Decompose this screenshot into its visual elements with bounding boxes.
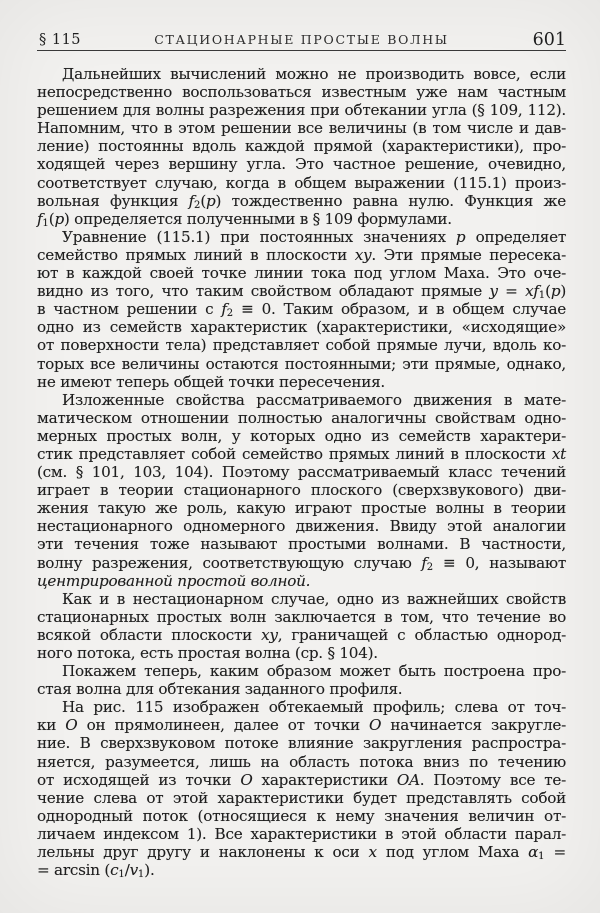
text-segment: чение слева от этой характеристики будет представлять собой <box>37 788 566 807</box>
text-line <box>37 789 566 807</box>
text-segment: торых все величины остаются постоянными; эти прямые, однако, <box>37 354 566 373</box>
text-segment: мерных простых волн, у которых одно из семейств характери- <box>37 426 566 445</box>
text-segment: x <box>368 843 377 862</box>
text-segment: ). <box>144 861 155 880</box>
text-segment: стик представляет собой семейство прямых линий в плоскости <box>37 444 552 463</box>
text-segment: от исходящей из точки <box>37 770 241 789</box>
text-line <box>37 355 566 373</box>
text-line <box>37 336 566 354</box>
text-segment: начинается закругле- <box>381 716 566 735</box>
text-line <box>37 174 566 192</box>
text-line <box>37 300 566 318</box>
text-segment: в частном решении с <box>37 300 222 319</box>
text-segment: y <box>489 282 498 301</box>
text-segment: , граничащей с областью однород- <box>277 625 566 644</box>
text-segment: личаем индексом 1). Все характеристики в этой области парал- <box>37 824 566 843</box>
text-line <box>37 716 566 734</box>
text-segment: ( <box>545 282 551 301</box>
text-segment: ( <box>200 191 207 210</box>
text-segment: стая волна для обтекания заданного профиля. <box>37 680 403 699</box>
text-segment: (см. § 101, 103, 104). Поэтому рассматриваемый класс течений <box>37 463 566 482</box>
text-segment: . Поэтому все те- <box>419 770 566 789</box>
text-segment: не имеют теперь общей точки пересечения. <box>37 372 386 391</box>
text-segment: решением для волны разрежения при обтекании угла (§ 109, 112). <box>37 101 566 120</box>
paragraph <box>37 65 566 228</box>
text-segment: O <box>65 716 78 735</box>
text-segment: xy <box>261 625 278 644</box>
text-line <box>37 391 566 409</box>
text-segment: под углом Маха <box>376 843 529 862</box>
text-segment: ≡ 0. Таким образом, и в общем случае <box>233 300 566 319</box>
text-segment: матическом отношении полностью аналогичны свойствам одно- <box>37 408 566 427</box>
text-segment: непосредственно воспользоваться известным уже нам частным <box>37 83 566 102</box>
text-line <box>37 825 566 843</box>
text-line <box>37 698 566 716</box>
text-line <box>37 445 566 463</box>
text-segment: Напомним, что в этом решении все величины (в том числе и дав- <box>37 119 566 138</box>
paragraph <box>37 662 566 698</box>
text-segment: 1 <box>538 290 546 302</box>
text-segment: OA <box>396 770 420 789</box>
text-segment: ) <box>560 282 566 301</box>
text-segment: вольная функция <box>37 191 189 210</box>
text-segment: f <box>37 209 43 228</box>
text-segment: 1 <box>42 217 49 229</box>
text-line <box>37 807 566 825</box>
page-number: 601 <box>532 30 566 50</box>
text-segment: p <box>54 209 64 228</box>
text-segment: нестационарного одномерного движения. Ввиду этой аналогии <box>37 517 566 536</box>
text-line <box>37 554 566 572</box>
text-segment: O <box>240 770 253 789</box>
text-segment: 1 <box>118 869 125 881</box>
text-segment: Уравнение (115.1) при постоянных значениях <box>62 227 456 246</box>
text-segment: ки <box>37 716 66 735</box>
text-segment: ходящей через вершину угла. Это частное решение, очевидно, <box>37 155 566 174</box>
text-line <box>37 246 566 264</box>
text-segment: жения такую же роль, какую играют простые волны в теории <box>37 499 566 518</box>
text-line <box>37 373 566 391</box>
text-segment: 2 <box>426 561 434 573</box>
text-line <box>37 753 566 771</box>
page-body <box>37 65 566 879</box>
text-segment: ние. В сверхзвуковом потоке влияние закругления распростра- <box>37 734 566 753</box>
text-line <box>37 644 566 662</box>
text-line <box>37 590 566 608</box>
text-segment: v <box>129 861 138 880</box>
text-segment: ного потока, есть простая волна (ср. § 104). <box>37 644 378 662</box>
text-line <box>37 282 566 300</box>
text-segment: = arcsin ( <box>37 861 111 880</box>
text-segment: одно из семейств характеристик (характеристики, «исходящие» <box>37 318 566 337</box>
text-line <box>37 318 566 336</box>
text-segment: f <box>188 191 194 210</box>
text-segment: волну разрежения, соответствующую случаю <box>37 553 422 572</box>
text-segment: = <box>544 843 566 862</box>
text-line <box>37 427 566 445</box>
text-segment: всякой области плоскости <box>37 625 262 644</box>
text-line <box>37 155 566 173</box>
running-title: СТАЦИОНАРНЫЕ ПРОСТЫЕ ВОЛНЫ <box>154 32 449 47</box>
text-line <box>37 228 566 246</box>
text-segment: ют в каждой своей точке линии тока под углом Маха. Это оче- <box>37 264 566 283</box>
text-segment: f <box>221 300 227 319</box>
text-segment: ( <box>48 209 55 228</box>
text-segment: ≡ 0, называют <box>433 553 566 572</box>
text-segment: 1 <box>137 869 145 881</box>
text-line <box>37 192 566 210</box>
text-segment: стационарных простых волн заключается в том, что течение во <box>37 607 566 626</box>
text-segment: p <box>455 227 466 246</box>
paragraph <box>37 590 566 662</box>
text-segment: характеристики <box>252 770 397 789</box>
text-segment: ) определяется полученными в § 109 формулами. <box>63 209 452 228</box>
text-line <box>37 409 566 427</box>
paragraph <box>37 698 566 879</box>
text-line <box>37 626 566 644</box>
text-segment: = <box>497 282 526 301</box>
text-line <box>37 517 566 535</box>
text-segment: xy <box>354 245 372 264</box>
text-line <box>37 680 566 698</box>
text-segment: лельны друг другу и наклонены к оси <box>37 843 369 862</box>
text-line <box>37 771 566 789</box>
text-segment: α <box>528 843 539 862</box>
text-line <box>37 264 566 282</box>
text-line <box>37 101 566 119</box>
text-segment: ) тождественно равна нулю. Функция же <box>215 191 566 210</box>
text-segment: играет в теории стационарного плоского (сверхзвукового) дви- <box>37 481 566 500</box>
text-segment: Покажем теперь, каким образом может быть построена про- <box>62 662 566 681</box>
text-segment: ление) постоянны вдоль каждой прямой (характеристики), про- <box>37 137 566 156</box>
paragraph <box>37 228 566 391</box>
text-segment: центрированной простой волной. <box>37 571 311 590</box>
header-rule <box>37 50 566 51</box>
text-segment: семейство прямых линий в плоскости <box>37 245 355 264</box>
text-segment: он прямолинеен, далее от точки <box>77 716 370 735</box>
text-line <box>37 83 566 101</box>
text-segment: xf <box>525 282 539 301</box>
paragraph <box>37 391 566 590</box>
text-segment: Дальнейших вычислений можно не производить вовсе, если <box>62 65 566 83</box>
text-line <box>37 843 566 861</box>
text-segment: . Эти прямые пересека- <box>371 245 566 264</box>
text-segment: однородный поток (относящиеся к нему значения величин от- <box>37 806 566 825</box>
text-segment: Как и в нестационарном случае, одно из важнейших свойств <box>62 589 566 608</box>
text-segment: f <box>421 553 427 572</box>
text-segment: соответствует случаю, когда в общем выражении (115.1) произ- <box>37 173 566 192</box>
text-segment: видно из того, что таким свойством обладают прямые <box>37 282 490 301</box>
text-line <box>37 463 566 481</box>
text-segment: определяет <box>465 227 566 246</box>
text-segment: / <box>124 861 130 880</box>
text-segment: xt <box>551 444 566 463</box>
text-line <box>37 210 566 228</box>
text-segment: 2 <box>226 308 234 320</box>
text-segment: няется, разумеется, лишь на область потока вниз по течению <box>37 752 566 771</box>
text-line <box>37 535 566 553</box>
text-segment: от поверхности тела) представляет собой прямые лучи, вдоль ко- <box>37 336 566 355</box>
text-line <box>37 481 566 499</box>
section-number: § 115 <box>39 32 82 48</box>
text-segment: p <box>550 282 561 301</box>
text-segment: На рис. 115 изображен обтекаемый профиль; слева от точ- <box>62 698 566 717</box>
text-segment: Изложенные свойства рассматриваемого движения в мате- <box>62 390 566 409</box>
text-line <box>37 65 566 83</box>
text-segment: эти течения тоже называют простыми волнами. В частности, <box>37 535 566 554</box>
text-line <box>37 119 566 137</box>
text-line <box>37 499 566 517</box>
text-line <box>37 662 566 680</box>
text-segment: 2 <box>193 199 201 211</box>
text-line <box>37 608 566 626</box>
text-segment: p <box>206 191 216 210</box>
text-line <box>37 861 566 879</box>
text-segment: O <box>369 716 382 735</box>
text-segment: c <box>110 861 119 880</box>
page-header <box>37 28 566 50</box>
text-segment: 1 <box>538 851 545 863</box>
text-line <box>37 572 566 590</box>
text-line <box>37 137 566 155</box>
text-line <box>37 734 566 752</box>
